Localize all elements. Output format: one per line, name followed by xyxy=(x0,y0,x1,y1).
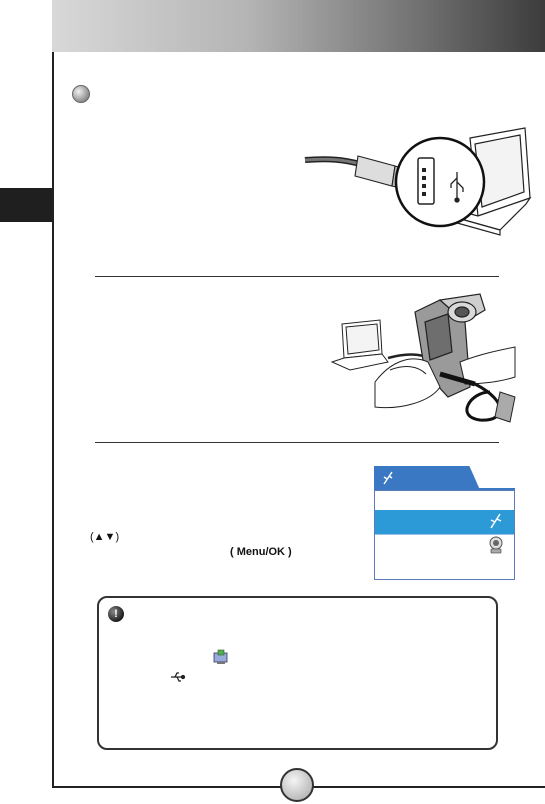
camera-icon xyxy=(486,535,506,555)
left-border-rule xyxy=(52,52,54,788)
nav-keys-label: (▲▼) xyxy=(90,531,120,543)
warning-icon: ! xyxy=(108,606,124,622)
section-side-tab xyxy=(0,188,52,222)
usb-icon xyxy=(487,512,505,530)
section-divider-2 xyxy=(95,442,499,443)
note-box xyxy=(97,596,498,750)
menu-ok-label: ( Menu/OK ) xyxy=(230,546,292,558)
usb-icon xyxy=(168,668,186,686)
usb-cable-laptop-illustration xyxy=(300,120,535,240)
camera-connection-illustration xyxy=(330,292,520,427)
pc-monitor-icon xyxy=(212,648,230,666)
usb-icon xyxy=(380,470,396,486)
section-divider-1 xyxy=(95,276,499,277)
header-bar xyxy=(52,0,545,52)
section-bullet-icon xyxy=(72,85,90,103)
page-number-badge xyxy=(280,768,314,802)
